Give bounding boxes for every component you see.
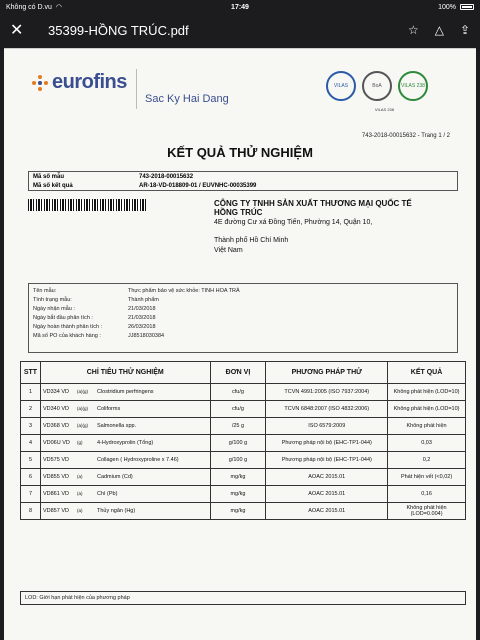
header-stt: STT <box>21 362 41 384</box>
company-block <box>214 199 464 255</box>
info-value: JJ8518030384 <box>128 332 165 339</box>
lab-name: Sac Ky Hai Dang <box>145 93 229 105</box>
seal-caption: VILAS 238 <box>374 107 394 112</box>
row-result: Không phát hiện (LOD=10) <box>388 384 466 401</box>
row-result: 0,2 <box>388 452 466 469</box>
row-unit: mg/kg <box>210 503 266 520</box>
row-result: Không phát hiện <box>388 418 466 435</box>
info-label: Tình trạng mẫu: <box>33 296 72 303</box>
row-stt: 3 <box>21 418 41 435</box>
status-bar <box>0 0 480 14</box>
table-row <box>21 452 466 469</box>
row-result: Phát hiện vết (<0,02) <box>388 469 466 486</box>
info-value: Thực phẩm bảo vệ sức khỏe: TINH HOA TRÀ <box>128 287 240 294</box>
eurofins-logo <box>32 71 127 94</box>
document-number: 743-2018-00015632 - Trang 1 / 2 <box>361 133 450 139</box>
info-value: 21/03/2018 <box>128 314 156 321</box>
company-name-1: CÔNG TY TNHH SẢN XUẤT THƯƠNG MẠI QUỐC TẾ <box>214 199 412 208</box>
share-icon[interactable]: ⇪ <box>459 23 470 37</box>
row-flag: (a)(g) <box>76 406 88 411</box>
company-address-1: 4E đường Cư xá Đồng Tiến, Phường 14, Quận 10, <box>214 219 373 226</box>
table-row <box>21 503 466 520</box>
row-method: ISO 6579:2009 <box>266 418 388 435</box>
row-test-name: Clostridium perfringens <box>96 389 154 395</box>
info-label: Ngày nhận mẫu : <box>33 305 75 312</box>
row-test-name: Collagen ( Hydroxyproline x 7.46) <box>96 457 179 463</box>
row-stt: 8 <box>21 503 41 520</box>
row-unit: cfu/g <box>210 384 266 401</box>
company-address-2: Thành phố Hồ Chí Minh <box>214 237 289 244</box>
result-id-value: AR-18-VD-018809-01 / EUVNHC-00035399 <box>139 182 257 189</box>
wifi-icon: ◠ <box>55 4 63 11</box>
row-unit: mg/kg <box>210 486 266 503</box>
row-stt: 5 <box>21 452 41 469</box>
clock: 17:49 <box>231 3 249 11</box>
battery-percent: 100% <box>438 3 456 11</box>
info-value: 21/03/2018 <box>128 305 156 312</box>
row-test <box>40 486 210 503</box>
info-label: Ngày hoàn thành phân tích : <box>33 323 103 330</box>
table-row <box>21 435 466 452</box>
info-label: Tên mẫu: <box>33 287 57 294</box>
header-test: CHỈ TIÊU THỬ NGHIỆM <box>40 362 210 384</box>
row-flag: (a) <box>76 474 83 479</box>
info-value: Thành phẩm <box>128 296 159 303</box>
row-unit: g/100 g <box>210 435 266 452</box>
row-test <box>40 384 210 401</box>
pdf-toolbar <box>0 14 480 46</box>
row-flag: (a)(g) <box>76 423 88 428</box>
header-result: KẾT QUẢ <box>388 362 466 384</box>
row-method: Phương pháp nội bộ (EHC-TP1-044) <box>266 452 388 469</box>
row-stt: 1 <box>21 384 41 401</box>
row-code: VD575 VD <box>42 457 69 463</box>
row-test-name: Cadmium (Cd) <box>96 474 133 480</box>
row-unit: g/100 g <box>210 452 266 469</box>
header-method: PHƯƠNG PHÁP THỬ <box>266 362 388 384</box>
lod-footnote: LOD: Giới hạn phát hiện của phương pháp <box>20 591 466 605</box>
report-title: KẾT QUẢ THỬ NGHIỆM <box>167 145 313 160</box>
table-row <box>21 384 466 401</box>
row-test-name: 4-Hydroxyprolin (Tổng) <box>96 440 154 446</box>
row-stt: 4 <box>21 435 41 452</box>
id-box <box>28 171 458 191</box>
row-test <box>40 401 210 418</box>
row-test <box>40 452 210 469</box>
info-label: Ngày bắt đầu phân tích : <box>33 314 93 321</box>
row-code: VD368 VD <box>42 423 69 429</box>
company-name-2: HỒNG TRÚC <box>214 208 263 217</box>
result-id-label: Mã số kết quả <box>33 182 73 189</box>
header-unit: ĐƠN VỊ <box>210 362 266 384</box>
row-stt: 6 <box>21 469 41 486</box>
row-test <box>40 503 210 520</box>
carrier-text: Không có D.vu <box>6 3 52 11</box>
row-code: VD855 VD <box>42 474 69 480</box>
row-method: TCVN 4991:2005 (ISO 7937:2004) <box>266 384 388 401</box>
row-unit: /25 g <box>210 418 266 435</box>
row-code: VD340 VD <box>42 406 69 412</box>
row-method: TCVN 6848:2007 (ISO 4832:2006) <box>266 401 388 418</box>
vilas-seal-icon: VILAS <box>326 71 356 101</box>
boa-seal-icon: BoA <box>362 71 392 101</box>
row-code: VD334 VD <box>42 389 69 395</box>
close-icon[interactable]: ✕ <box>10 22 24 39</box>
battery-icon <box>460 4 474 10</box>
logo-divider <box>136 69 137 109</box>
row-test-name: Coliforms <box>96 406 121 412</box>
row-flag: (g) <box>76 440 83 445</box>
barcode <box>28 199 146 211</box>
row-test <box>40 435 210 452</box>
row-stt: 7 <box>21 486 41 503</box>
company-country: Việt Nam <box>214 247 243 254</box>
info-value: 26/03/2018 <box>128 323 156 330</box>
table-row <box>21 418 466 435</box>
table-row <box>21 401 466 418</box>
pdf-page <box>4 48 476 640</box>
row-stt: 2 <box>21 401 41 418</box>
row-code: VD857 VD <box>42 508 69 514</box>
sample-id-label: Mã số mẫu <box>33 173 65 180</box>
info-label: Mã số PO của khách hàng : <box>33 332 101 339</box>
results-table <box>20 361 466 520</box>
row-flag: (a)(g) <box>76 389 88 394</box>
row-method: AOAC 2015.01 <box>266 503 388 520</box>
row-test <box>40 418 210 435</box>
row-test-name: Thủy ngân (Hg) <box>96 508 136 514</box>
star-icon[interactable]: ☆ <box>407 23 419 37</box>
row-result: 0,16 <box>388 486 466 503</box>
row-result: Không phát hiện (LOD=10) <box>388 401 466 418</box>
row-unit: cfu/g <box>210 401 266 418</box>
sample-id-value: 743-2018-00015632 <box>139 173 194 180</box>
row-code: VD06U VD <box>42 440 70 446</box>
row-test-name: Chì (Pb) <box>96 491 118 497</box>
table-row <box>21 469 466 486</box>
row-method: AOAC 2015.01 <box>266 486 388 503</box>
row-result: 0,03 <box>388 435 466 452</box>
sample-info-box <box>28 283 458 353</box>
eurofins-mark-icon <box>32 75 48 91</box>
row-flag: (a) <box>76 491 83 496</box>
row-method: Phương pháp nội bộ (EHC-TP1-044) <box>266 435 388 452</box>
drive-upload-icon[interactable]: △ <box>434 23 444 37</box>
table-row <box>21 486 466 503</box>
row-flag: (a) <box>76 508 83 513</box>
brand-name: eurofins <box>52 71 127 93</box>
row-method: AOAC 2015.01 <box>266 469 388 486</box>
document-title: 35399-HỒNG TRÚC.pdf <box>48 22 189 38</box>
vilas238-seal-icon: VILAS 238 <box>398 71 428 101</box>
row-test-name: Salmonella spp. <box>96 423 137 429</box>
row-code: VD861 VD <box>42 491 69 497</box>
row-unit: mg/kg <box>210 469 266 486</box>
row-result: Không phát hiện (LOD=0.004) <box>388 503 466 520</box>
row-test <box>40 469 210 486</box>
